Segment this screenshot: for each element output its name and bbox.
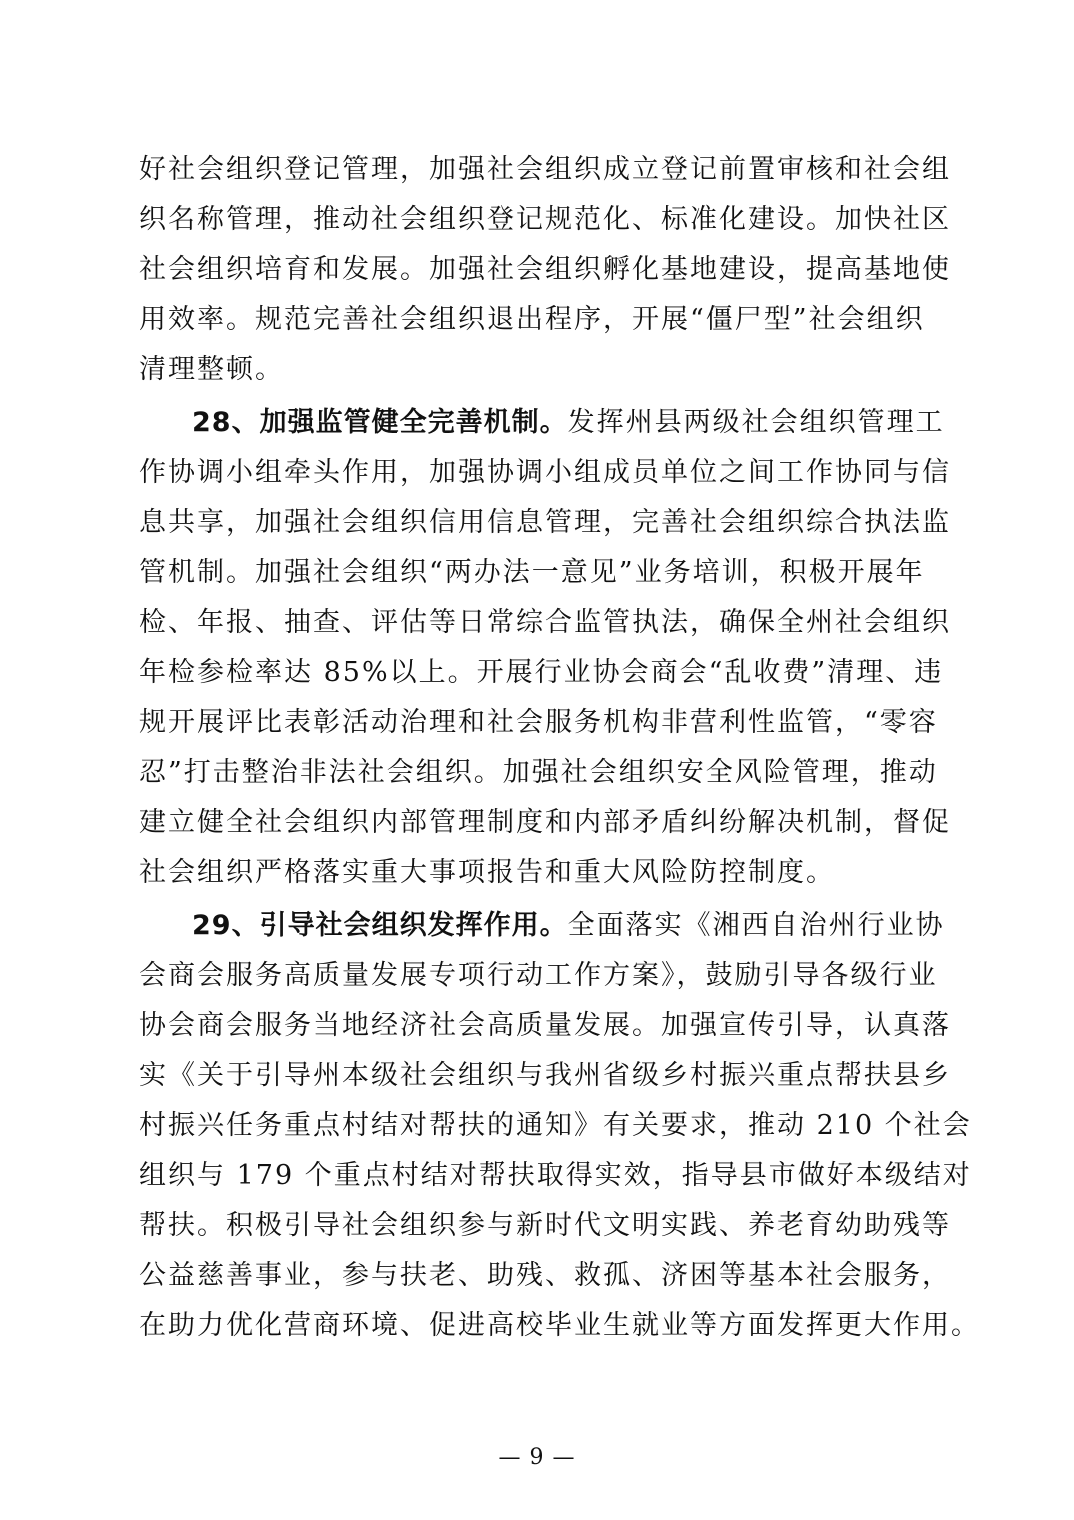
body-text-line: 年检参检率达 85%以上。开展行业协会商会“乱收费”清理、违 [139,657,944,688]
body-text-line: 清理整顿。 [139,354,284,385]
body-text-line: 帮扶。积极引导社会组织参与新时代文明实践、养老育幼助残等 [139,1210,951,1241]
page-number: — 9 — [498,1445,576,1470]
body-text-segment: 全面落实《湘西自治州行业协 [567,910,945,941]
body-text-line: 织名称管理，推动社会组织登记规范化、标准化建设。加快社区 [139,204,951,235]
body-text-line: 村振兴任务重点村结对帮扶的通知》有关要求，推动 210 个社会 [139,1110,972,1141]
body-text-line: 管机制。加强社会组织“两办法一意见”业务培训，积极开展年 [139,557,925,588]
body-text-line: 协会商会服务当地经济社会高质量发展。加强宣传引导，认真落 [139,1010,951,1041]
body-text-line: 社会组织培育和发展。加强社会组织孵化基地建设，提高基地使 [139,254,951,285]
body-text-line: 组织与 179 个重点村结对帮扶取得实效，指导县市做好本级结对 [139,1160,972,1191]
body-text-line: 公益慈善事业，参与扶老、助残、救孤、济困等基本社会服务， [139,1260,951,1291]
section-heading-29: 29、引导社会组织发挥作用。 [192,910,568,941]
body-text-line: 息共享，加强社会组织信用信息管理，完善社会组织综合执法监 [139,507,951,538]
body-text-line: 在助力优化营商环境、促进高校毕业生就业等方面发挥更大作用。 [139,1310,980,1341]
body-text-line: 忍”打击整治非法社会组织。加强社会组织安全风险管理，推动 [139,757,938,788]
body-text-line: 会商会服务高质量发展专项行动工作方案》，鼓励引导各级行业 [139,960,938,991]
body-text-line: 规开展评比表彰活动治理和社会服务机构非营利性监管，“零容 [139,707,938,738]
body-text-line: 实《关于引导州本级社会组织与我州省级乡村振兴重点帮扶县乡 [139,1060,951,1091]
body-text-line: 检、年报、抽查、评估等日常综合监管执法，确保全州社会组织 [139,607,951,638]
section-heading-28: 28、加强监管健全完善机制。 [192,407,568,438]
body-text-line: 社会组织严格落实重大事项报告和重大风险防控制度。 [139,857,835,888]
paragraph-first-line [192,405,945,441]
body-text-line: 好社会组织登记管理，加强社会组织成立登记前置审核和社会组 [139,154,951,185]
body-text-line: 建立健全社会组织内部管理制度和内部矛盾纠纷解决机制，督促 [139,807,951,838]
paragraph-first-line [192,908,945,944]
body-text-segment: 发挥州县两级社会组织管理工 [567,407,945,438]
body-text-line: 作协调小组牵头作用，加强协调小组成员单位之间工作协同与信 [139,457,951,488]
body-text-line: 用效率。规范完善社会组织退出程序，开展“僵尸型”社会组织 [139,304,925,335]
